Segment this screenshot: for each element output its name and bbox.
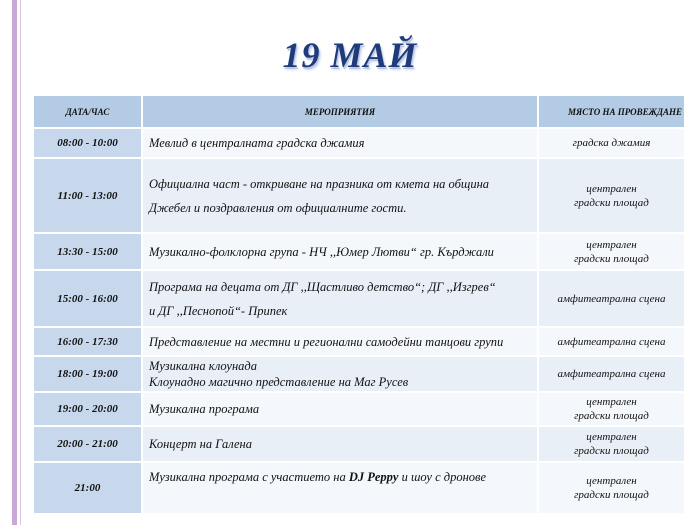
event-text-after: и шоу с дронове bbox=[398, 470, 487, 484]
row-event bbox=[142, 233, 538, 270]
row-event bbox=[142, 270, 538, 327]
event-text-before: Музикална програма с участието на bbox=[149, 470, 349, 484]
event-line: Музикална клоунада bbox=[149, 359, 258, 373]
event-line: Музикално-фолклорна група - НЧ ,,Юмер Лютви“ гр. Кърджали bbox=[149, 244, 494, 259]
event-line: Клоунадно магично представление на Маг Русев bbox=[149, 375, 409, 389]
row-place bbox=[538, 462, 685, 514]
event-line: Концерт на Галена bbox=[149, 437, 253, 451]
header-event: МЕРОПРИЯТИЯ bbox=[142, 95, 538, 128]
row-time: 15:00 - 16:00 bbox=[33, 270, 142, 327]
place-line: градска джамия bbox=[572, 137, 651, 149]
row-event bbox=[142, 462, 538, 514]
event-line: Официална част - откриване на празника от кмета на община bbox=[149, 176, 490, 191]
header-place: МЯСТО НА ПРОВЕЖДАНЕ bbox=[538, 95, 685, 128]
table-row bbox=[33, 233, 685, 270]
row-place bbox=[538, 270, 685, 327]
place-line: градски площад bbox=[574, 410, 649, 422]
table-row bbox=[33, 128, 685, 158]
place-line: градски площад bbox=[574, 489, 649, 501]
row-place bbox=[538, 128, 685, 158]
place-line: централен bbox=[586, 396, 637, 408]
event-line: Мевлид в централната градска джамия bbox=[149, 136, 365, 150]
row-time: 18:00 - 19:00 bbox=[33, 356, 142, 392]
event-line: и ДГ ,,Песнопой“- Припек bbox=[149, 303, 288, 318]
table-row bbox=[33, 356, 685, 392]
row-place bbox=[538, 426, 685, 462]
row-time: 13:30 - 15:00 bbox=[33, 233, 142, 270]
place-line: градски площад bbox=[574, 196, 649, 209]
event-line: Музикална програма bbox=[149, 402, 260, 416]
row-event bbox=[142, 392, 538, 426]
place-line: амфитеатрална сцена bbox=[557, 292, 666, 305]
row-time: 20:00 - 21:00 bbox=[33, 426, 142, 462]
row-time: 16:00 - 17:30 bbox=[33, 327, 142, 356]
row-time: 08:00 - 10:00 bbox=[33, 128, 142, 158]
row-event bbox=[142, 327, 538, 356]
place-line: централен bbox=[586, 475, 637, 487]
event-line: Представление на местни и регионални самодейни танцови групи bbox=[149, 334, 504, 349]
table-row bbox=[33, 392, 685, 426]
table-row bbox=[33, 426, 685, 462]
left-frame-line bbox=[20, 0, 21, 525]
place-line: централен bbox=[586, 182, 637, 195]
place-line: градски площад bbox=[574, 252, 649, 265]
event-line: Програма на децата от ДГ ,,Щастливо детство“; ДГ ,,Изгрев“ bbox=[149, 279, 496, 294]
row-time: 19:00 - 20:00 bbox=[33, 392, 142, 426]
place-line: градски площад bbox=[574, 445, 649, 457]
row-place bbox=[538, 356, 685, 392]
left-frame-bar bbox=[12, 0, 17, 525]
row-time: 21:00 bbox=[33, 462, 142, 514]
table-row bbox=[33, 270, 685, 327]
table-row bbox=[33, 158, 685, 233]
table-row bbox=[33, 462, 685, 514]
place-line: централен bbox=[586, 431, 637, 443]
schedule-table bbox=[32, 94, 686, 515]
row-event bbox=[142, 426, 538, 462]
place-line: амфитеатрална сцена bbox=[557, 335, 666, 348]
header-time: ДАТА/ЧАС bbox=[33, 95, 142, 128]
event-line: Джебел и поздравления от официалните гости. bbox=[149, 200, 407, 215]
row-event bbox=[142, 356, 538, 392]
row-place bbox=[538, 327, 685, 356]
place-line: амфитеатрална сцена bbox=[557, 368, 666, 380]
table-header-row bbox=[33, 95, 685, 128]
row-time: 11:00 - 13:00 bbox=[33, 158, 142, 233]
row-place bbox=[538, 392, 685, 426]
row-place bbox=[538, 233, 685, 270]
row-event bbox=[142, 158, 538, 233]
page-title: 19 МАЙ bbox=[282, 35, 418, 75]
event-text-bold: DJ Peppy bbox=[348, 470, 399, 484]
table-row bbox=[33, 327, 685, 356]
row-place bbox=[538, 158, 685, 233]
place-line: централен bbox=[586, 238, 637, 251]
row-event bbox=[142, 128, 538, 158]
event-line bbox=[149, 467, 533, 487]
